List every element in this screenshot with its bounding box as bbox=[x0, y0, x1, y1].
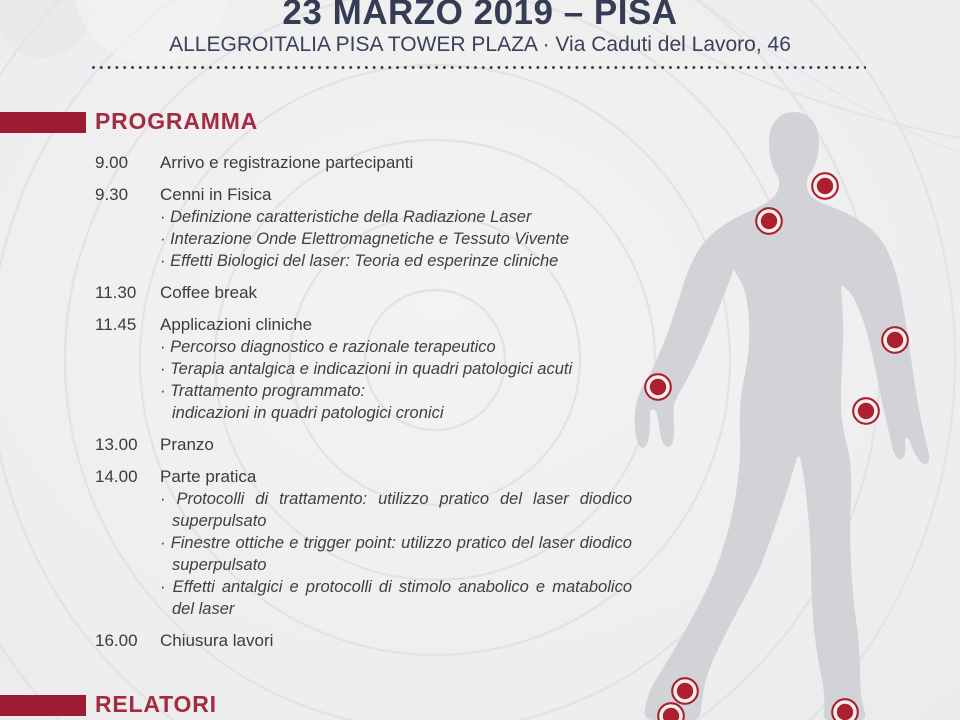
detail-continuation-line: indicazioni in quadri patologici cronici bbox=[172, 404, 444, 422]
schedule-content bbox=[160, 466, 632, 620]
dotted-separator bbox=[92, 65, 866, 70]
target-point-left-ankle-icon bbox=[672, 678, 698, 704]
schedule-content bbox=[160, 184, 632, 272]
body-figure-svg bbox=[600, 90, 960, 720]
schedule-time: 11.45 bbox=[95, 315, 137, 334]
schedule-detail bbox=[160, 228, 632, 250]
schedule-time: 13.00 bbox=[95, 435, 138, 454]
detail-line: · Percorso diagnostico e razionale terapeutico bbox=[160, 338, 496, 356]
schedule-content bbox=[160, 434, 632, 456]
schedule-title: Applicazioni cliniche bbox=[160, 315, 313, 334]
detail-line: · Definizione caratteristiche della Radiazione Laser bbox=[160, 208, 532, 226]
schedule-title: Chiusura lavori bbox=[160, 631, 274, 650]
target-point-right-elbow-icon bbox=[882, 327, 908, 353]
relatori-accent-bar bbox=[0, 695, 86, 716]
programma-accent-bar bbox=[0, 112, 86, 133]
schedule-detail bbox=[160, 250, 632, 272]
detail-line: · Effetti antalgici e protocolli di stimolo anabolico e matabolico del laser bbox=[160, 578, 632, 618]
schedule-row bbox=[95, 282, 635, 304]
target-point-right-ankle-icon bbox=[832, 699, 858, 720]
schedule-detail bbox=[160, 380, 632, 424]
schedule-content bbox=[160, 282, 632, 304]
schedule-row bbox=[95, 630, 635, 652]
schedule-row bbox=[95, 434, 635, 456]
body-silhouette bbox=[635, 112, 930, 720]
schedule-time: 9.30 bbox=[95, 185, 129, 204]
schedule-row bbox=[95, 152, 635, 174]
schedule-time: 9.00 bbox=[95, 153, 129, 172]
schedule-time: 11.30 bbox=[95, 283, 137, 302]
schedule-time: 16.00 bbox=[95, 631, 138, 650]
schedule-detail bbox=[160, 576, 632, 620]
schedule-detail bbox=[160, 488, 632, 532]
detail-line: · Trattamento programmato: bbox=[160, 382, 366, 400]
schedule-content bbox=[160, 630, 632, 652]
target-point-left-foot-icon bbox=[658, 703, 684, 720]
detail-line: · Effetti Biologici del laser: Teoria ed esperinze cliniche bbox=[160, 252, 559, 270]
target-point-right-hip-icon bbox=[853, 398, 879, 424]
schedule-row bbox=[95, 314, 635, 424]
schedule-title: Parte pratica bbox=[160, 467, 257, 486]
schedule-row bbox=[95, 184, 635, 272]
schedule-detail bbox=[160, 336, 632, 358]
detail-line: · Terapia antalgica e indicazioni in quadri patologici acuti bbox=[160, 360, 573, 378]
target-point-neck-icon bbox=[812, 173, 838, 199]
schedule-detail bbox=[160, 206, 632, 228]
detail-line: · Interazione Onde Elettromagnetiche e Tessuto Vivente bbox=[160, 230, 570, 248]
target-point-left-shoulder-icon bbox=[756, 208, 782, 234]
programma-heading: PROGRAMMA bbox=[95, 108, 259, 134]
schedule-title: Arrivo e registrazione partecipanti bbox=[160, 153, 414, 172]
target-point-left-wrist-icon bbox=[645, 374, 671, 400]
schedule-time: 14.00 bbox=[95, 467, 138, 486]
schedule-list bbox=[95, 152, 635, 662]
schedule-detail bbox=[160, 358, 632, 380]
schedule-title: Coffee break bbox=[160, 283, 258, 302]
page-title: 23 MARZO 2019 – PISA bbox=[282, 0, 678, 32]
schedule-content bbox=[160, 152, 632, 174]
schedule-row bbox=[95, 466, 635, 620]
venue-line: ALLEGROITALIA PISA TOWER PLAZA · Via Caduti del Lavoro, 46 bbox=[169, 33, 791, 56]
schedule-title: Cenni in Fisica bbox=[160, 185, 272, 204]
schedule-detail bbox=[160, 532, 632, 576]
relatori-heading: RELATORI bbox=[95, 691, 217, 717]
schedule-content bbox=[160, 314, 632, 424]
detail-line: · Finestre ottiche e trigger point: utilizzo pratico del laser diodico superpulsato bbox=[160, 534, 632, 574]
schedule-title: Pranzo bbox=[160, 435, 214, 454]
detail-line: · Protocolli di trattamento: utilizzo pratico del laser diodico superpulsato bbox=[160, 490, 632, 530]
